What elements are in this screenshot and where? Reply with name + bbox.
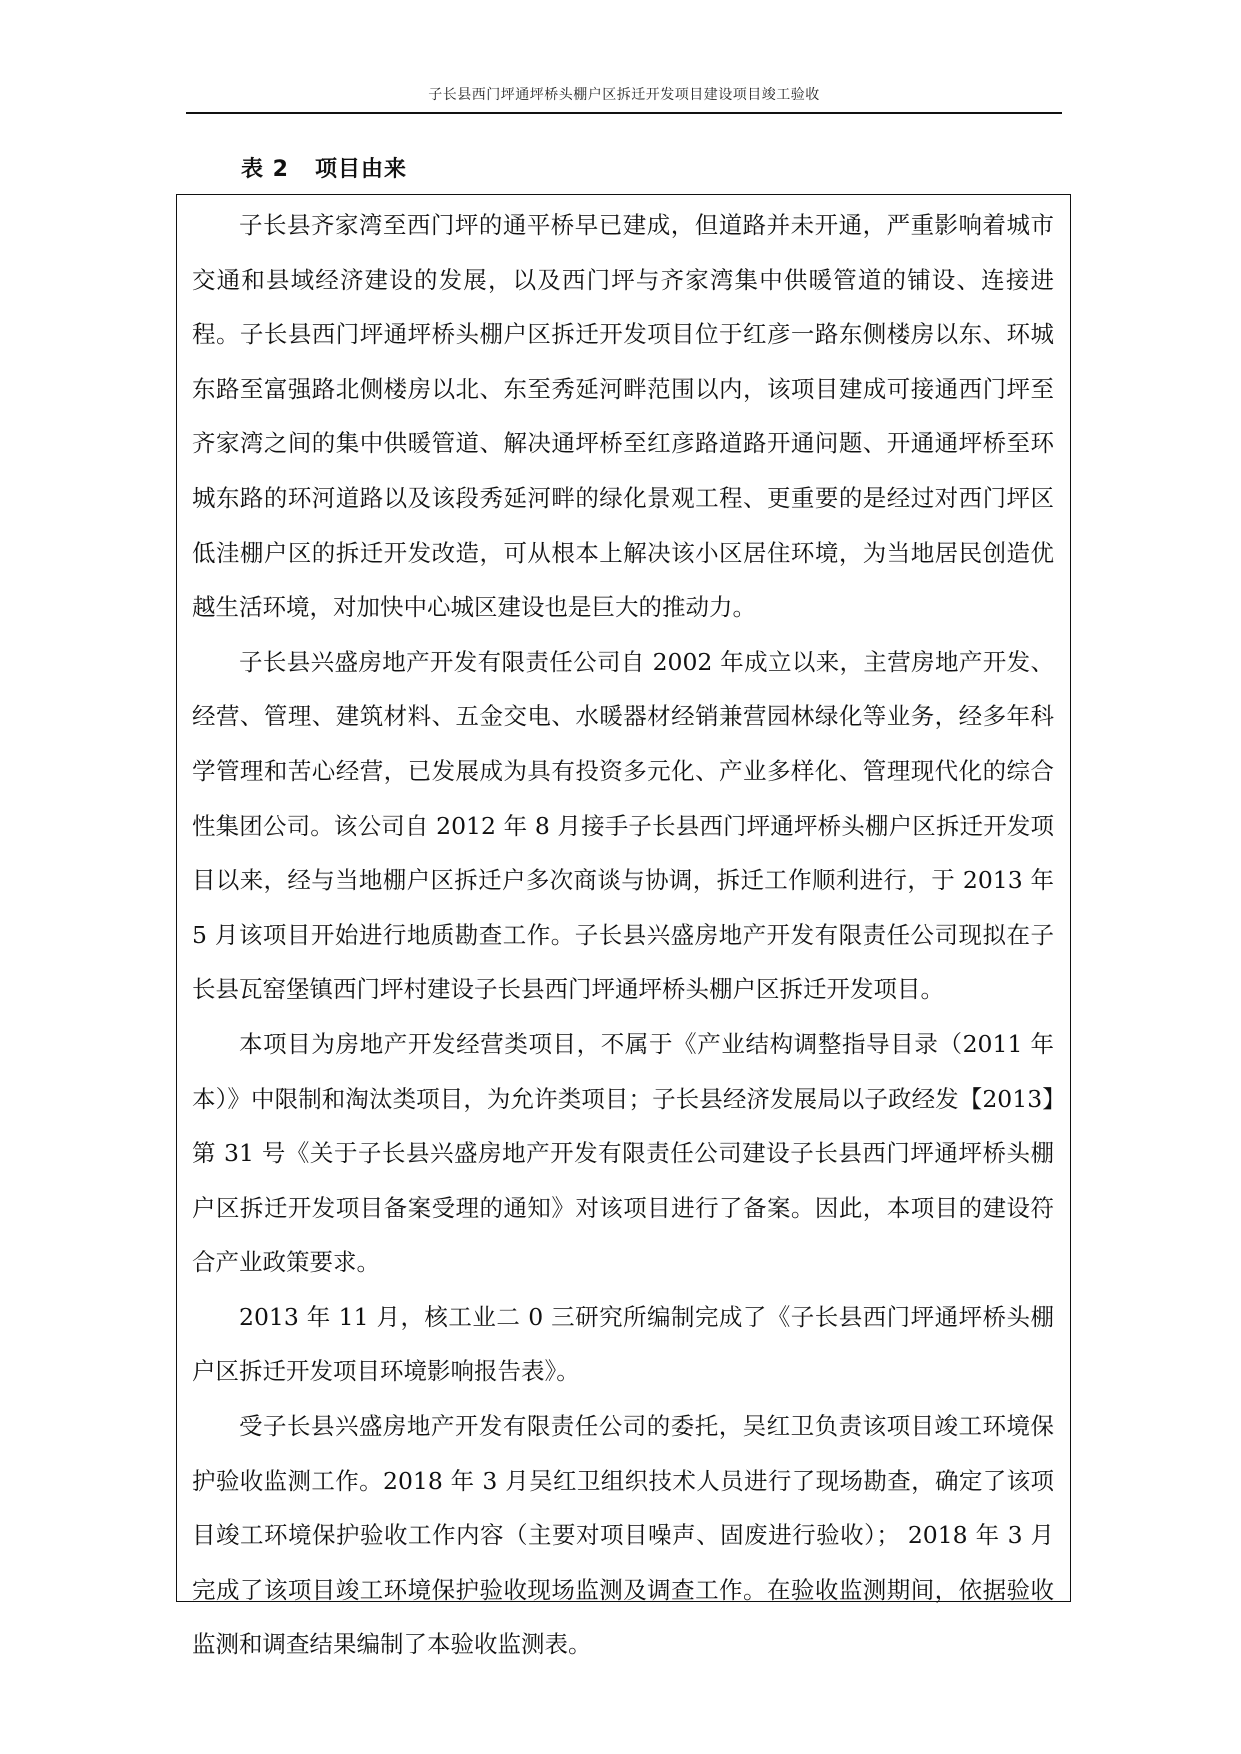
- table-caption: [241, 152, 407, 183]
- paragraph-company-profile: 子长县兴盛房地产开发有限责任公司自 2002 年成立以来，主营房地产开发、经营、管理、建筑材料、五金交电、水暖器材经销兼营园林绿化等业务，经多年科学管理和苦心经营，已发展成为具有投资多元化、产业多样化、管理现代化的综合性集团公司。该公司自 2012 年 8 月接手子长县西门坪通坪桥头棚户区拆迁开发项目以来，经与当地棚户区拆迁户多次商谈与协调，拆迁工作顺利进行，于 2013 年 5 月该项目开始进行地质勘查工作。子长县兴盛房地产开发有限责任公司现拟在子长县瓦窑堡镇西门坪村建设子长县西门坪通坪桥头棚户区拆迁开发项目。: [192, 647, 1054, 1004]
- table-title: 项目由来: [314, 157, 407, 182]
- table-body: [192, 198, 1054, 1672]
- table-number: 表 2: [241, 157, 289, 182]
- paragraph-industrial-policy: 本项目为房地产开发经营类项目，不属于《产业结构调整指导目录（2011 年本）》中限制和淘汰类项目，为允许类项目；子长县经济发展局以子政经发【2013】第 31 号《关于子长县兴盛房地产开发有限责任公司建设子长县西门坪通坪桥头棚户区拆迁开发项目备案受理的通知》对该项目进行了备案。因此，本项目的建设符合产业政策要求。: [192, 1029, 1054, 1277]
- header-divider: [186, 112, 1062, 114]
- paragraph-project-background: 子长县齐家湾至西门坪的通平桥早已建成，但道路并未开通，严重影响着城市交通和县域经济建设的发展，以及西门坪与齐家湾集中供暖管道的铺设、连接进程。子长县西门坪通坪桥头棚户区拆迁开发项目位于红彦一路东侧楼房以东、环城东路至富强路北侧楼房以北、东至秀延河畔范围以内，该项目建成可接通西门坪至齐家湾之间的集中供暖管道、解决通坪桥至红彦路道路开通问题、开通通坪桥至环城东路的环河道路以及该段秀延河畔的绿化景观工程、更重要的是经过对西门坪区低洼棚户区的拆迁开发改造，可从根本上解决该小区居住环境，为当地居民创造优越生活环境，对加快中心城区建设也是巨大的推动力。: [192, 211, 1054, 622]
- paragraph-acceptance-monitoring: 受子长县兴盛房地产开发有限责任公司的委托，吴红卫负责该项目竣工环境保护验收监测工作。2018 年 3 月吴红卫组织技术人员进行了现场勘查，确定了该项目竣工环境保护验收工作内容（主要对项目噪声、固废进行验收）； 2018 年 3 月完成了该项目竣工环境保护验收现场监测及调查工作。在验收监测期间，依据验收监测和调查结果编制了本验收监测表。: [192, 1412, 1054, 1659]
- paragraph-eia-report: 2013 年 11 月，核工业二 0 三研究所编制完成了《子长县西门坪通坪桥头棚户区拆迁开发项目环境影响报告表》。: [192, 1302, 1054, 1386]
- running-header: 子长县西门坪通坪桥头棚户区拆迁开发项目建设项目竣工验收: [428, 87, 820, 103]
